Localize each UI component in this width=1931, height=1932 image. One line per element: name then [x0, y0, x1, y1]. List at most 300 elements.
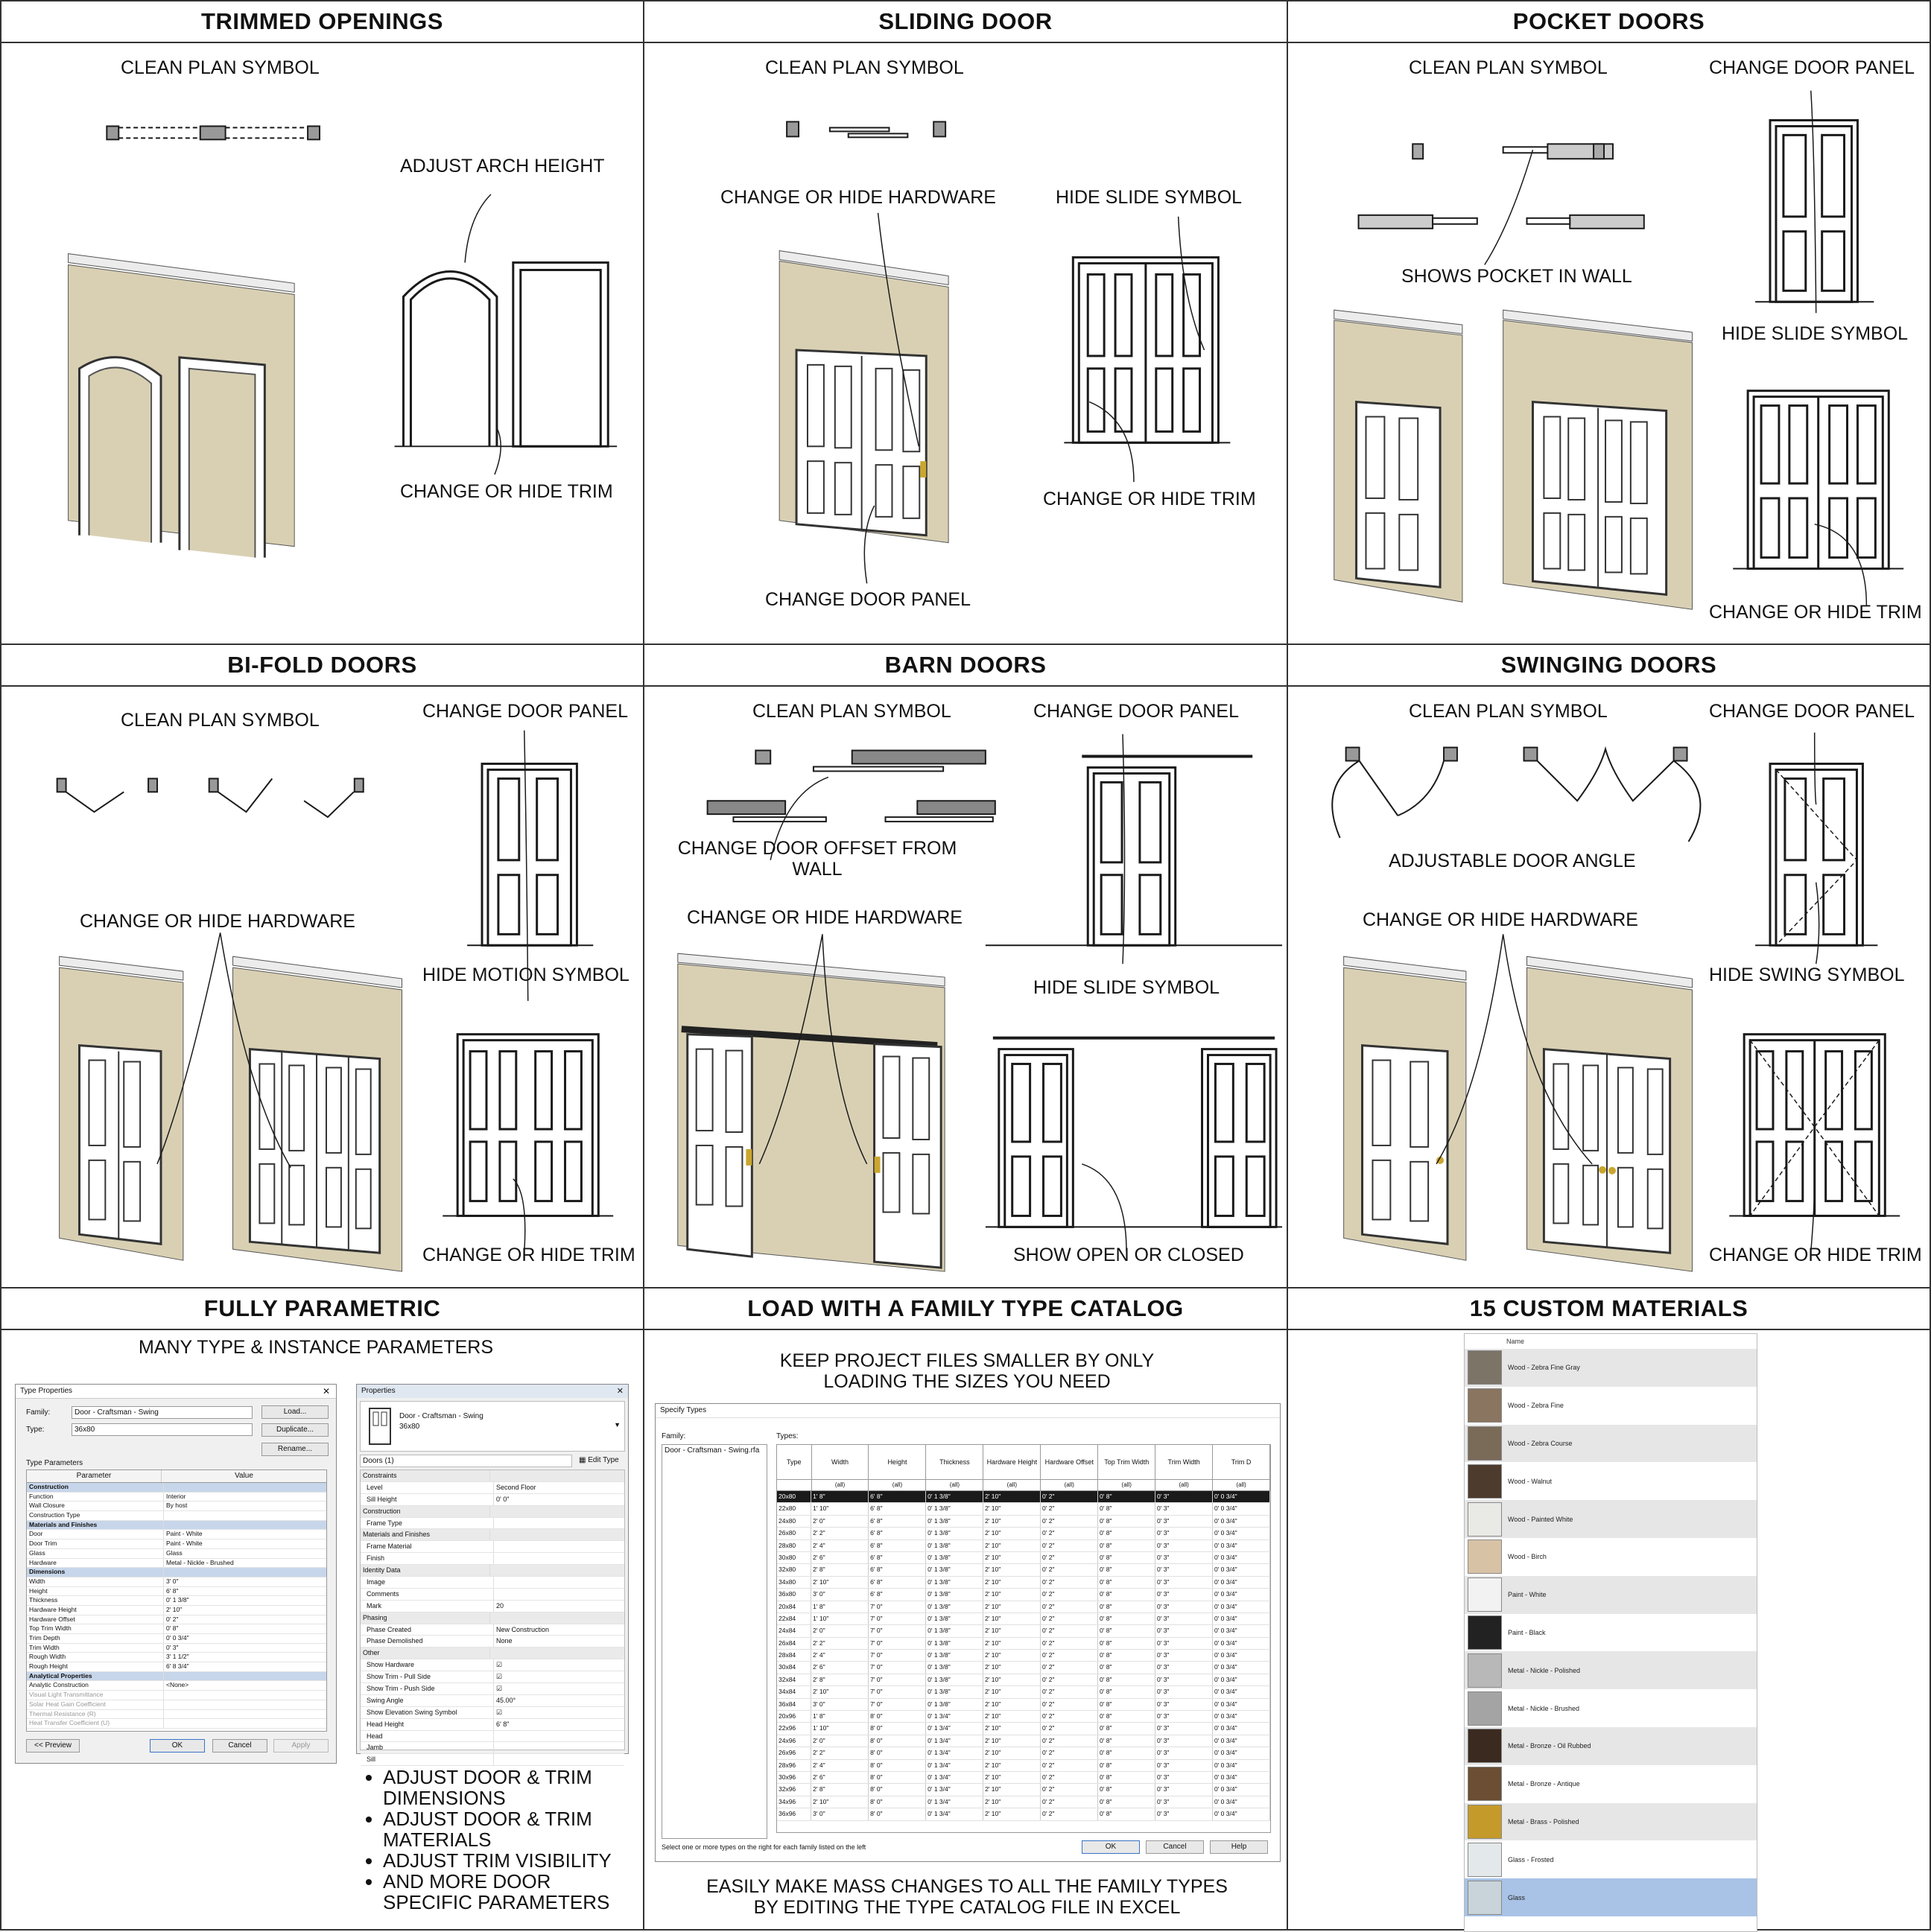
panel-title: BARN DOORS — [644, 645, 1287, 687]
parameter-value[interactable] — [164, 1700, 326, 1709]
close-icon[interactable]: ✕ — [616, 1387, 624, 1396]
parameter-name: Hardware Height — [27, 1606, 164, 1615]
material-swatch-icon — [1468, 1388, 1502, 1423]
parameter-row[interactable] — [27, 1615, 326, 1625]
material-row[interactable] — [1465, 1614, 1757, 1652]
parameter-row[interactable] — [27, 1559, 326, 1569]
property-value[interactable]: ☑ — [496, 1673, 503, 1681]
property-value[interactable] — [494, 1518, 624, 1529]
parameter-value[interactable]: By host — [166, 1502, 188, 1510]
type-cell: 6' 8" — [869, 1589, 926, 1600]
panel-barn-doors — [643, 644, 1288, 1288]
parameter-row[interactable] — [27, 1710, 326, 1720]
parameter-value[interactable]: Paint - White — [166, 1539, 203, 1548]
type-row[interactable] — [777, 1662, 1270, 1674]
property-name: Construction — [361, 1506, 490, 1517]
parameter-row[interactable] — [27, 1596, 326, 1606]
type-row[interactable] — [777, 1747, 1270, 1759]
property-row[interactable] — [361, 1589, 624, 1601]
plan-symbol — [1332, 748, 1700, 842]
material-row[interactable] — [1465, 1727, 1757, 1765]
type-row[interactable] — [777, 1650, 1270, 1662]
label-many-type-instance-parameters: MANY TYPE & INSTANCE PARAMETERS — [139, 1337, 494, 1358]
type-cell: 0' 8" — [1098, 1540, 1155, 1551]
type-cell: 20x96 — [777, 1711, 811, 1722]
feature-bullet-line: • AND MORE DOOR — [383, 1870, 551, 1893]
type-row[interactable] — [777, 1784, 1270, 1796]
type-cell: 8' 0" — [869, 1760, 926, 1771]
door-thumbnail-icon — [365, 1405, 395, 1447]
parameter-value — [164, 1483, 326, 1492]
parameter-value[interactable]: 3' 0" — [166, 1577, 179, 1585]
material-row[interactable] — [1465, 1651, 1757, 1689]
type-row[interactable] — [777, 1735, 1270, 1747]
type-row[interactable] — [777, 1564, 1270, 1576]
property-name: Sill Height — [361, 1494, 494, 1505]
property-value[interactable] — [494, 1742, 624, 1753]
wall-3d — [678, 953, 945, 1271]
material-row[interactable] — [1465, 1425, 1757, 1463]
parameter-value — [164, 1568, 326, 1577]
material-row[interactable] — [1465, 1840, 1757, 1878]
feature-bullet-line: SPECIFIC PARAMETERS — [383, 1891, 610, 1913]
type-row[interactable] — [777, 1516, 1270, 1528]
parameter-value[interactable]: Paint - White — [166, 1530, 203, 1538]
property-group-row[interactable] — [361, 1529, 624, 1541]
type-row[interactable] — [777, 1699, 1270, 1711]
type-cell: 0' 1 3/4" — [926, 1723, 983, 1734]
property-value — [490, 1565, 624, 1576]
material-row[interactable] — [1465, 1576, 1757, 1614]
parameter-value[interactable]: 6' 8 3/4" — [166, 1662, 189, 1671]
property-value[interactable] — [494, 1731, 624, 1742]
property-row[interactable] — [361, 1659, 624, 1671]
type-cell: 0' 1 3/4" — [926, 1760, 983, 1771]
property-group-row[interactable] — [361, 1647, 624, 1659]
type-cell: 3' 0" — [811, 1589, 869, 1600]
type-selector[interactable] — [360, 1401, 625, 1452]
column-filter[interactable]: (all) — [1098, 1480, 1155, 1490]
property-value[interactable] — [494, 1553, 624, 1564]
label-adjustable-door-angle: ADJUSTABLE DOOR ANGLE — [1389, 851, 1636, 871]
property-row[interactable] — [361, 1636, 624, 1647]
type-row[interactable] — [777, 1528, 1270, 1539]
parameter-value[interactable] — [164, 1691, 326, 1700]
type-cell: 1' 8" — [811, 1601, 869, 1612]
type-row[interactable] — [777, 1808, 1270, 1820]
column-filter[interactable] — [777, 1480, 812, 1490]
property-value — [490, 1647, 624, 1659]
label-line-1: CHANGE DOOR OFFSET FROM — [677, 838, 957, 859]
edit-type-label: Edit Type — [588, 1456, 619, 1464]
ok-button[interactable]: OK — [1082, 1840, 1140, 1854]
type-cell: 0' 0 3/4" — [1213, 1491, 1270, 1502]
type-cell: 8' 0" — [869, 1735, 926, 1747]
parameter-row[interactable] — [27, 1624, 326, 1634]
property-name: Swing Angle — [361, 1695, 494, 1706]
type-cell: 2' 10" — [983, 1747, 1041, 1758]
type-cell: 2' 10" — [983, 1491, 1041, 1502]
type-cell: 6' 8" — [869, 1516, 926, 1527]
type-row[interactable] — [777, 1760, 1270, 1772]
parameter-name: Rough Height — [27, 1662, 164, 1671]
help-button[interactable]: Help — [1210, 1840, 1268, 1854]
parameter-row[interactable] — [27, 1530, 326, 1539]
parameter-value[interactable]: 0' 1 3/8" — [166, 1596, 189, 1604]
plan-symbol — [107, 126, 320, 139]
type-cell: 2' 10" — [983, 1784, 1041, 1795]
property-row[interactable] — [361, 1577, 624, 1589]
close-icon[interactable]: ✕ — [322, 1386, 330, 1396]
material-row[interactable] — [1465, 1387, 1757, 1425]
property-row[interactable] — [361, 1518, 624, 1530]
type-select[interactable]: 36x80 — [72, 1423, 253, 1436]
column-filter[interactable]: (all) — [869, 1480, 926, 1490]
column-header[interactable]: Top Trim Width — [1098, 1445, 1155, 1479]
selector-type: 36x80 — [399, 1423, 420, 1431]
property-group-row[interactable] — [361, 1612, 624, 1624]
material-swatch-icon — [1468, 1426, 1502, 1461]
type-cell: 2' 10" — [983, 1735, 1041, 1747]
parameter-value[interactable]: Metal - Nickle - Brushed — [166, 1558, 234, 1566]
material-row[interactable] — [1465, 1500, 1757, 1538]
parameter-value[interactable]: 0' 2" — [166, 1615, 179, 1623]
property-row[interactable] — [361, 1624, 624, 1636]
type-row[interactable] — [777, 1711, 1270, 1723]
parameter-value[interactable] — [164, 1710, 326, 1719]
type-cell: 0' 3" — [1155, 1650, 1213, 1661]
property-value[interactable]: ☑ — [496, 1685, 503, 1693]
ok-button[interactable]: OK — [150, 1739, 205, 1753]
type-cell: 0' 2" — [1041, 1760, 1098, 1771]
material-row[interactable] — [1465, 1462, 1757, 1500]
type-cell: 2' 2" — [811, 1747, 869, 1758]
property-value[interactable] — [494, 1589, 624, 1600]
family-select[interactable]: Door - Craftsman - Swing — [72, 1406, 253, 1419]
property-row[interactable] — [361, 1671, 624, 1683]
sliding-door-illustration — [644, 42, 1287, 644]
type-cell: 0' 2" — [1041, 1625, 1098, 1636]
type-row[interactable] — [777, 1491, 1270, 1503]
column-filter[interactable]: (all) — [1213, 1480, 1270, 1490]
column-filter[interactable]: (all) — [812, 1480, 869, 1490]
type-cell: 0' 2" — [1041, 1723, 1098, 1734]
property-value[interactable]: None — [496, 1637, 513, 1645]
material-row[interactable] — [1465, 1878, 1757, 1916]
property-value — [490, 1506, 624, 1517]
type-row[interactable] — [777, 1772, 1270, 1784]
parameter-group-row[interactable] — [27, 1521, 326, 1531]
panel-swinging-doors — [1287, 644, 1931, 1288]
parameter-value[interactable]: 2' 10" — [166, 1605, 183, 1613]
edit-type-button[interactable] — [579, 1455, 619, 1466]
type-cell: 2' 10" — [983, 1528, 1041, 1539]
type-cell: 2' 10" — [983, 1516, 1041, 1527]
property-row[interactable] — [361, 1731, 624, 1743]
parameter-row[interactable] — [27, 1653, 326, 1662]
column-header[interactable]: Trim Width — [1155, 1445, 1213, 1479]
duplicate-button[interactable]: Duplicate... — [261, 1423, 329, 1437]
parameter-value[interactable]: <None> — [166, 1681, 189, 1689]
type-row[interactable] — [777, 1723, 1270, 1735]
parameter-row[interactable] — [27, 1634, 326, 1644]
type-cell: 7' 0" — [869, 1613, 926, 1624]
property-group-row[interactable] — [361, 1565, 624, 1577]
type-cell: 24x96 — [777, 1735, 811, 1747]
type-cell: 0' 0 3/4" — [1213, 1772, 1270, 1783]
type-row[interactable] — [777, 1552, 1270, 1564]
property-row[interactable] — [361, 1494, 624, 1506]
panel-sliding-door — [643, 0, 1288, 645]
parameter-name: Function — [27, 1493, 164, 1502]
property-value[interactable]: New Construction — [496, 1625, 550, 1633]
plan-symbol — [708, 751, 995, 822]
property-value[interactable]: 0' 0" — [496, 1495, 510, 1503]
label-shows-pocket-in-wall: SHOWS POCKET IN WALL — [1401, 266, 1632, 287]
type-cell: 2' 10" — [983, 1503, 1041, 1514]
parameter-group-row[interactable] — [27, 1672, 326, 1682]
material-name: Glass - Frosted — [1508, 1855, 1554, 1863]
panel-title: LOAD WITH A FAMILY TYPE CATALOG — [644, 1288, 1287, 1330]
type-cell: 0' 1 3/4" — [926, 1796, 983, 1808]
label-hide-swing-symbol: HIDE SWING SYMBOL — [1709, 965, 1905, 985]
type-cell: 2' 10" — [983, 1552, 1041, 1563]
parameter-row[interactable] — [27, 1549, 326, 1559]
property-value[interactable]: Second Floor — [496, 1483, 536, 1491]
parameter-row[interactable] — [27, 1719, 326, 1729]
material-row[interactable] — [1465, 1538, 1757, 1576]
type-cell: 0' 0 3/4" — [1213, 1601, 1270, 1612]
material-name: Metal - Bronze - Antique — [1508, 1780, 1580, 1788]
material-swatch-icon — [1468, 1843, 1502, 1877]
parameter-value[interactable]: 0' 0 3/4" — [166, 1634, 189, 1642]
property-value[interactable]: ☑ — [496, 1708, 503, 1716]
column-header[interactable]: Hardware Offset — [1041, 1445, 1098, 1479]
type-cell: 2' 10" — [983, 1638, 1041, 1649]
property-value[interactable] — [494, 1541, 624, 1552]
plan-symbol — [1359, 144, 1644, 228]
parameter-value[interactable] — [164, 1719, 326, 1728]
property-group-row[interactable] — [361, 1506, 624, 1518]
type-cell: 2' 8" — [811, 1784, 869, 1795]
type-cell: 2' 10" — [983, 1613, 1041, 1624]
material-row[interactable] — [1465, 1349, 1757, 1387]
type-cell: 0' 8" — [1098, 1491, 1155, 1502]
type-cell: 0' 0 3/4" — [1213, 1552, 1270, 1563]
property-value[interactable]: 20 — [496, 1601, 504, 1610]
type-cell: 0' 2" — [1041, 1638, 1098, 1649]
parameter-row[interactable] — [27, 1662, 326, 1672]
parameter-row[interactable] — [27, 1539, 326, 1549]
type-row[interactable] — [777, 1796, 1270, 1808]
property-row[interactable] — [361, 1754, 624, 1766]
property-row[interactable] — [361, 1707, 624, 1719]
label-line-2: BY EDITING THE TYPE CATALOG FILE IN EXCEL — [753, 1896, 1181, 1918]
property-name: Other — [361, 1647, 490, 1659]
property-row[interactable] — [361, 1601, 624, 1612]
material-name: Metal - Brass - Polished — [1508, 1817, 1579, 1825]
family-label: Family: — [662, 1432, 686, 1440]
type-cell: 0' 8" — [1098, 1772, 1155, 1783]
column-header[interactable]: Type — [777, 1445, 812, 1479]
type-cell: 0' 8" — [1098, 1577, 1155, 1588]
parameter-row[interactable] — [27, 1493, 326, 1502]
parameter-row[interactable] — [27, 1691, 326, 1700]
property-row[interactable] — [361, 1719, 624, 1731]
parameter-row[interactable] — [27, 1511, 326, 1521]
parameter-row[interactable] — [27, 1700, 326, 1710]
type-cell: 0' 3" — [1155, 1589, 1213, 1600]
material-swatch-icon — [1468, 1729, 1502, 1763]
type-row[interactable] — [777, 1601, 1270, 1613]
label-easily-make-mass-changes — [644, 1877, 1290, 1918]
edit-type-icon: ▦ — [579, 1456, 589, 1464]
type-cell: 0' 8" — [1098, 1516, 1155, 1527]
type-cell: 2' 10" — [983, 1723, 1041, 1734]
column-header[interactable]: Height — [869, 1445, 926, 1479]
type-cell: 22x96 — [777, 1723, 811, 1734]
label-clean-plan-symbol: CLEAN PLAN SYMBOL — [752, 701, 951, 722]
property-value[interactable] — [494, 1754, 624, 1765]
label-clean-plan-symbol: CLEAN PLAN SYMBOL — [1409, 57, 1608, 78]
type-cell: 2' 10" — [811, 1796, 869, 1808]
type-cell: 7' 0" — [869, 1662, 926, 1673]
label-change-or-hide-trim: CHANGE OR HIDE TRIM — [400, 481, 613, 502]
parameter-row[interactable] — [27, 1606, 326, 1615]
panel-fully-parametric — [0, 1287, 644, 1931]
type-cell: 1' 10" — [811, 1503, 869, 1514]
column-header[interactable]: Hardware Height — [983, 1445, 1041, 1479]
type-row[interactable] — [777, 1613, 1270, 1625]
type-cell: 36x84 — [777, 1699, 811, 1710]
value-column-header: Value — [235, 1472, 253, 1480]
property-value — [490, 1529, 624, 1540]
type-cell: 0' 2" — [1041, 1686, 1098, 1697]
types-label: Types: — [776, 1432, 799, 1440]
parameter-value[interactable]: 6' 8" — [166, 1586, 179, 1595]
parameter-rows — [27, 1483, 326, 1729]
parameter-row[interactable] — [27, 1587, 326, 1597]
parameter-name: Analytical Properties — [27, 1672, 164, 1681]
label-change-or-hide-trim: CHANGE OR HIDE TRIM — [1709, 1245, 1922, 1265]
instance-filter[interactable]: Doors (1) — [360, 1455, 572, 1467]
barn-doors-illustration — [644, 685, 1287, 1287]
apply-button[interactable]: Apply — [273, 1739, 329, 1753]
property-row[interactable] — [361, 1695, 624, 1707]
property-value[interactable]: ☑ — [496, 1661, 503, 1669]
property-value[interactable] — [494, 1577, 624, 1588]
type-cell: 0' 1 3/8" — [926, 1516, 983, 1527]
type-cell: 0' 1 3/8" — [926, 1699, 983, 1710]
type-cell: 30x96 — [777, 1772, 811, 1783]
property-name: Identity Data — [361, 1565, 490, 1576]
cancel-button[interactable]: Cancel — [212, 1739, 267, 1753]
parameter-group-row[interactable] — [27, 1483, 326, 1493]
cancel-button[interactable]: Cancel — [1146, 1840, 1204, 1854]
parameter-row[interactable] — [27, 1577, 326, 1587]
property-name: Head — [361, 1731, 494, 1742]
property-value[interactable]: 6' 8" — [496, 1720, 510, 1728]
property-name: Frame Material — [361, 1541, 494, 1552]
panel-title: SWINGING DOORS — [1288, 645, 1930, 687]
type-row[interactable] — [777, 1577, 1270, 1589]
property-row[interactable] — [361, 1683, 624, 1695]
plan-symbol — [787, 121, 945, 137]
label-change-or-hide-hardware: CHANGE OR HIDE HARDWARE — [720, 187, 996, 208]
chevron-down-icon[interactable]: ▼ — [614, 1421, 621, 1429]
family-list-item[interactable]: Door - Craftsman - Swing.rfa — [665, 1446, 760, 1455]
parameter-value[interactable] — [164, 1511, 326, 1520]
property-row[interactable] — [361, 1541, 624, 1553]
parameter-value[interactable]: 3' 1 1/2" — [166, 1653, 189, 1661]
parameter-group-row[interactable] — [27, 1568, 326, 1577]
parameter-row[interactable] — [27, 1681, 326, 1691]
type-cell: 0' 3" — [1155, 1686, 1213, 1697]
parameter-value[interactable]: 0' 3" — [166, 1643, 179, 1651]
table-header — [27, 1470, 326, 1483]
type-cell: 0' 2" — [1041, 1784, 1098, 1795]
feature-bullet — [383, 1808, 659, 1850]
column-filter[interactable]: (all) — [926, 1480, 983, 1490]
rename-button[interactable]: Rename... — [261, 1443, 329, 1456]
load-button[interactable]: Load... — [261, 1405, 329, 1419]
column-header[interactable]: Thickness — [926, 1445, 983, 1479]
type-cell: 20x84 — [777, 1601, 811, 1612]
parameter-value[interactable]: 0' 8" — [166, 1624, 179, 1633]
parameter-row[interactable] — [27, 1644, 326, 1653]
material-row[interactable] — [1465, 1689, 1757, 1727]
material-name: Wood - Zebra Course — [1508, 1439, 1573, 1447]
column-filter[interactable]: (all) — [1155, 1480, 1213, 1490]
parameter-row[interactable] — [27, 1502, 326, 1511]
parameter-value[interactable]: Interior — [166, 1492, 186, 1500]
specify-types-dialog — [655, 1403, 1281, 1862]
material-row[interactable] — [1465, 1803, 1757, 1841]
column-header[interactable]: Width — [812, 1445, 869, 1479]
type-cell: 0' 2" — [1041, 1650, 1098, 1661]
type-cell: 0' 1 3/4" — [926, 1711, 983, 1722]
property-name: Sill — [361, 1754, 494, 1765]
type-row[interactable] — [777, 1589, 1270, 1601]
column-filter[interactable]: (all) — [1041, 1480, 1098, 1490]
type-cell: 2' 10" — [983, 1564, 1041, 1575]
column-header[interactable]: Trim D — [1213, 1445, 1270, 1479]
property-value[interactable]: 45.00° — [496, 1696, 516, 1704]
material-row[interactable] — [1465, 1765, 1757, 1803]
type-row[interactable] — [777, 1674, 1270, 1686]
property-row[interactable] — [361, 1482, 624, 1494]
type-row[interactable] — [777, 1540, 1270, 1552]
property-name: Jamb — [361, 1742, 494, 1753]
type-row[interactable] — [777, 1625, 1270, 1637]
type-cell: 0' 3" — [1155, 1638, 1213, 1649]
property-row[interactable] — [361, 1742, 624, 1754]
type-cell: 8' 0" — [869, 1747, 926, 1758]
type-row[interactable] — [777, 1638, 1270, 1650]
type-row[interactable] — [777, 1503, 1270, 1515]
property-group-row[interactable] — [361, 1470, 624, 1482]
type-cell: 32x96 — [777, 1784, 811, 1795]
property-row[interactable] — [361, 1553, 624, 1565]
panel-title: SLIDING DOOR — [644, 1, 1287, 43]
type-cell: 0' 8" — [1098, 1699, 1155, 1710]
type-row[interactable] — [777, 1686, 1270, 1698]
parameter-value[interactable]: Glass — [166, 1548, 183, 1557]
label-clean-plan-symbol: CLEAN PLAN SYMBOL — [121, 57, 320, 78]
preview-button[interactable]: << Preview — [26, 1739, 80, 1753]
type-cell: 0' 2" — [1041, 1772, 1098, 1783]
column-filter[interactable]: (all) — [983, 1480, 1041, 1490]
